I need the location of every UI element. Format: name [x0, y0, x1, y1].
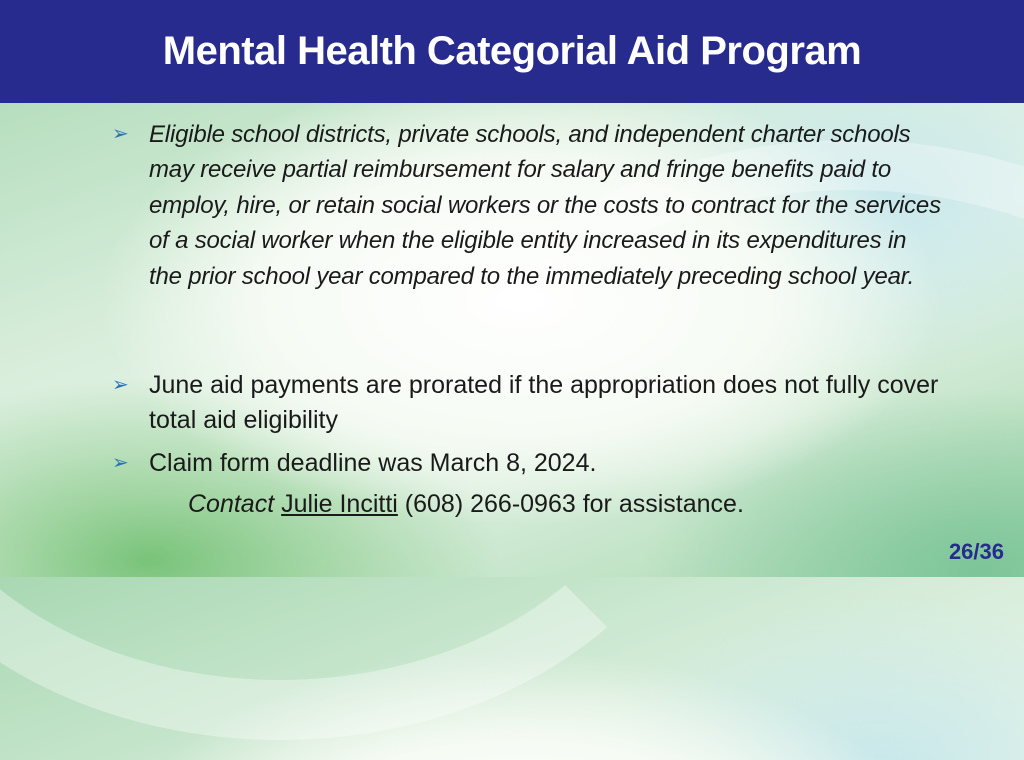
bullet-text: June aid payments are prorated if the appropriation does not fully cover total aid eligibility: [149, 371, 939, 434]
contact-phone: (608) 266-0963 for assistance.: [404, 490, 744, 518]
bullet-text: Claim form deadline was March 8, 2024.: [149, 449, 597, 477]
bullet-item: [112, 117, 942, 294]
contact-line: [188, 487, 744, 522]
slide-title: Mental Health Categorial Aid Program: [162, 29, 862, 73]
arrow-right-icon: ➢: [112, 374, 129, 396]
bullet-item: [112, 446, 942, 481]
title-bar: [0, 0, 1024, 103]
arrow-right-icon: ➢: [112, 123, 129, 145]
contact-name-link[interactable]: Julie Incitti: [281, 490, 398, 518]
bullet-text: Eligible school districts, private schools, and independent charter schools may receive partial reimbursement for salary and fringe benefits paid to employ, hire, or retain social workers or the costs to contract for the services of a social worker when the eligible entity increased in its expenditures in the prior school year compared to the immediately preceding school year.: [149, 121, 941, 290]
page-number: 26/36: [948, 539, 1004, 564]
arrow-right-icon: ➢: [112, 452, 129, 474]
contact-prefix: Contact: [188, 490, 275, 518]
bullet-item: [112, 368, 942, 438]
